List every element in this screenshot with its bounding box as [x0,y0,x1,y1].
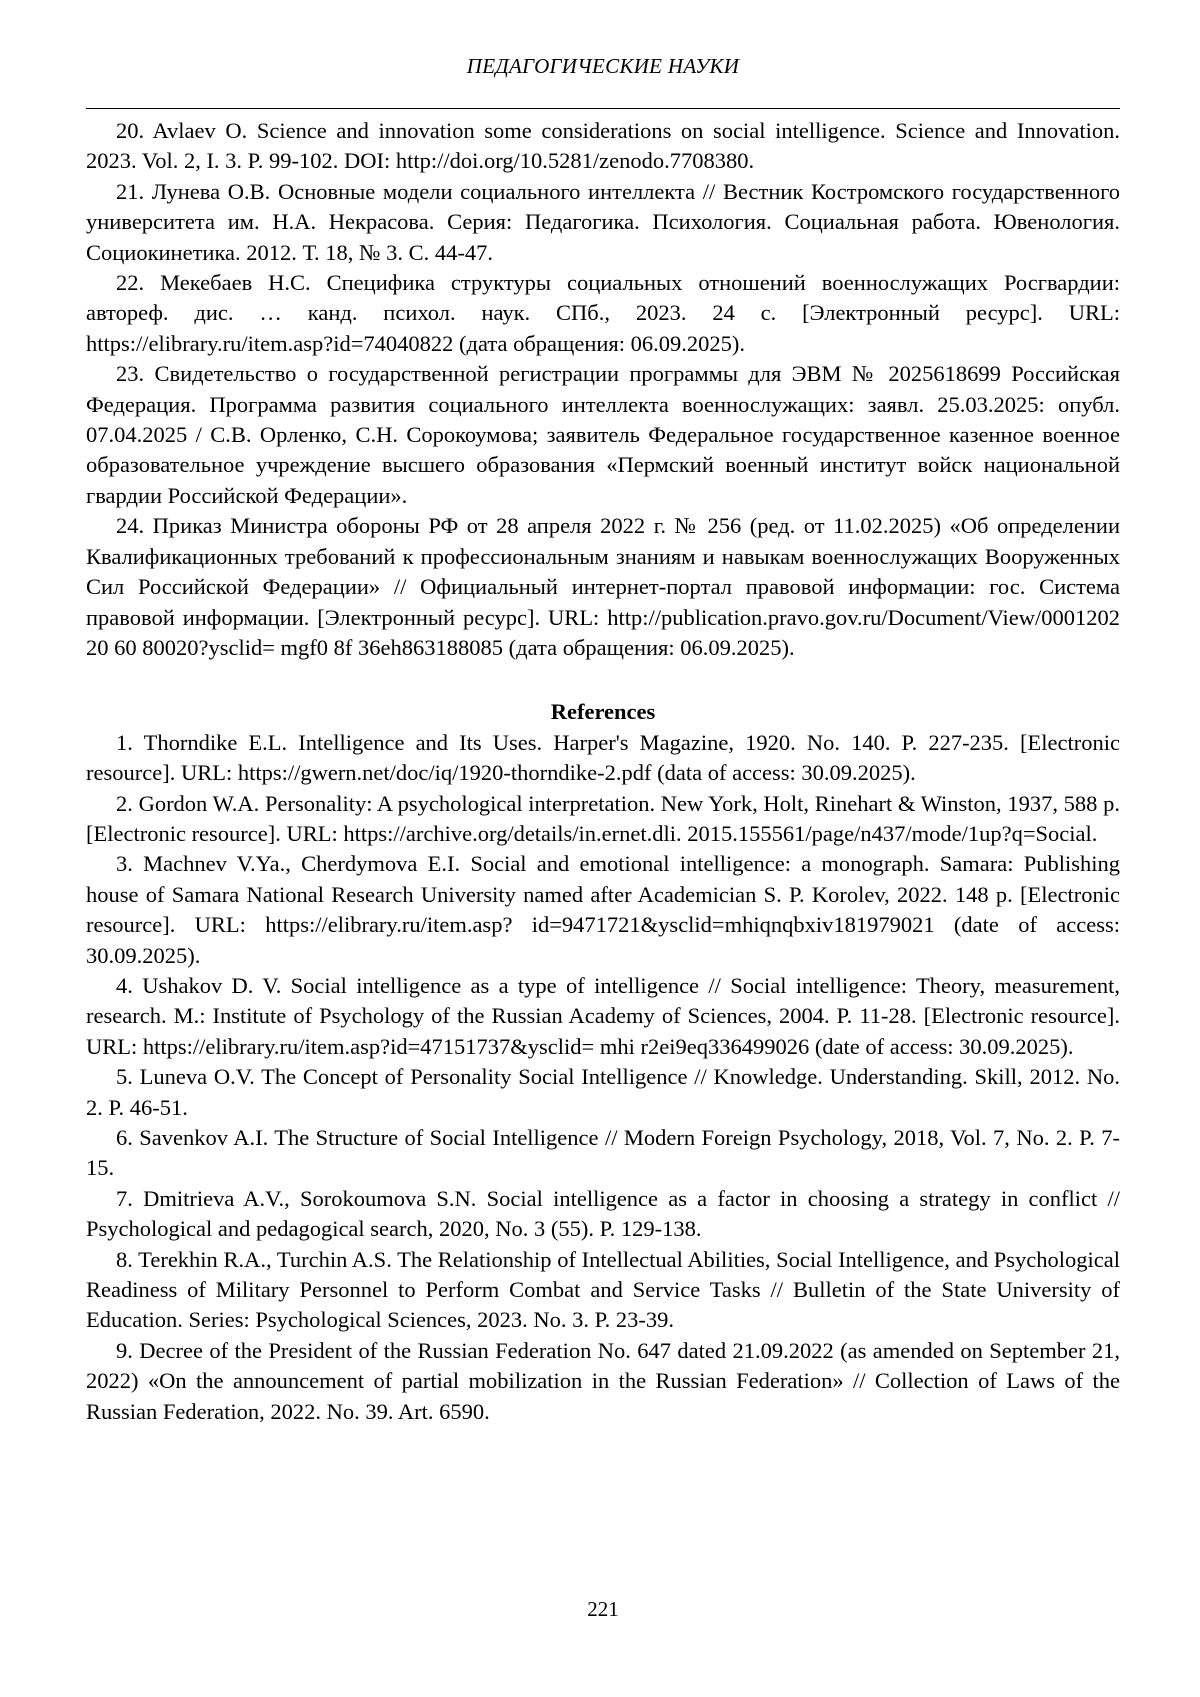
bibliography-item-21: 21. Лунева О.В. Основные модели социального интеллекта // Вестник Костромского государственного университета им. Н.А. Некрасова. Серия: Педагогика. Психология. Социальная работа. Ювенология. Социокинетика. 2012. Т. 18, № 3. С. 44-47. [86,178,1120,265]
page-content [86,116,1120,1427]
references-heading: References [550,699,656,725]
running-header: ПЕДАГОГИЧЕСКИЕ НАУКИ [466,54,740,78]
references-list [86,728,1120,1427]
reference-item-7: 7. Dmitrieva A.V., Sorokoumova S.N. Social intelligence as a factor in choosing a strategy in conflict // Psychological and pedagogical search, 2020, No. 3 (55). P. 129-138. [86,1185,1120,1242]
reference-item-1: 1. Thorndike E.L. Intelligence and Its Uses. Harper's Magazine, 1920. No. 140. P. 227-235. [Electronic resource]. URL: https://gwern.net/doc/iq/1920-thorndike-2.pdf (data of access: 30.09.2025). [86,729,1120,786]
reference-item-2: 2. Gordon W.A. Personality: A psychological interpretation. New York, Holt, Rinehart & Winston, 1937, 588 p. [Electronic resource]. URL: https://archive.org/details/in.ernet.dli. 2015.155561/page/n437/mode/1up?q=Social. [86,790,1120,846]
bibliography-item-22: 22. Мекебаев Н.С. Специфика структуры социальных отношений военнослужащих Росгвардии: автореф. дис. … канд. психол. наук. СПб., 2023. 24 с. [Электронный ресурс]. URL: https://elibrary.ru/item.asp?id=74040822 (дата обращения: 06.09.2025). [86,270,1120,356]
reference-item-6: 6. Savenkov A.I. The Structure of Social Intelligence // Modern Foreign Psychology, 2018, Vol. 7, No. 2. P. 7-15. [86,1125,1120,1181]
reference-item-3: 3. Machnev V.Ya., Cherdymova E.I. Social and emotional intelligence: a monograph. Samara: Publishing house of Samara National Research University named after Academician S. P. Korolev, 2022. 148 p. [Electronic resource]. URL: https://elibrary.ru/item.asp? id=9471721&ysclid=mhiqnqbxiv181979021 (date of access: 30.09.2025). [86,851,1120,968]
reference-item-9: 9. Decree of the President of the Russian Federation No. 647 dated 21.09.2022 (as amended on September 21, 2022) «On the announcement of partial mobilization in the Russian Federation» // Collection of Laws of the Russian Federation, 2022. No. 39. Art. 6590. [86,1337,1120,1424]
page-number: 221 [587,1597,619,1621]
bibliography-item-24: 24. Приказ Министра обороны РФ от 28 апреля 2022 г. № 256 (ред. от 11.02.2025) «Об определении Квалификационных требований к профессиональным знаниям и навыкам военнослужащих Вооруженных Сил Российской Федерации» // Официальный интернет-портал правовой информации: гос. Система правовой информации. [Электронный ресурс]. URL: http://publication.pravo.gov.ru/Document/View/0001202 20 60 80020?ysclid= mgf0 8f 36eh863188085 (дата обращения: 06.09.2025). [86,513,1120,660]
bibliography-item-20: 20. Avlaev O. Science and innovation some considerations on social intelligence. Science and Innovation. 2023. Vol. 2, I. 3. P. 99-102. DOI: http://doi.org/10.5281/zenodo.7708380. [86,118,1120,174]
header-divider [86,108,1120,109]
reference-item-8: 8. Terekhin R.A., Turchin A.S. The Relationship of Intellectual Abilities, Social Intelligence, and Psychological Readiness of Military Personnel to Perform Combat and Service Tasks // Bulletin of the State University of Education. Series: Psychological Sciences, 2023. No. 3. P. 23-39. [86,1246,1120,1333]
bibliography-item-23: 23. Свидетельство о государственной регистрации программы для ЭВМ № 2025618699 Российская Федерация. Программа развития социального интеллекта военнослужащих: заявл. 25.03.2025: опубл. 07.04.2025 / С.В. Орленко, С.Н. Сорокоумова; заявитель Федеральное государственное казенное военное образовательное учреждение высшего образования «Пермский военный институт войск национальной гвардии Российской Федерации». [86,361,1120,508]
journal-page [86,0,1120,1697]
bibliography-list [86,116,1120,663]
reference-item-5: 5. Luneva O.V. The Concept of Personality Social Intelligence // Knowledge. Understanding. Skill, 2012. No. 2. P. 46-51. [86,1064,1120,1120]
reference-item-4: 4. Ushakov D. V. Social intelligence as a type of intelligence // Social intelligence: Theory, measurement, research. M.: Institute of Psychology of the Russian Academy of Sciences, 2004. P. 11-28. [Electronic resource]. URL: https://elibrary.ru/item.asp?id=47151737&ysclid= mhi r2ei9eq336499026 (date of access: 30.09.2025). [86,972,1120,1059]
